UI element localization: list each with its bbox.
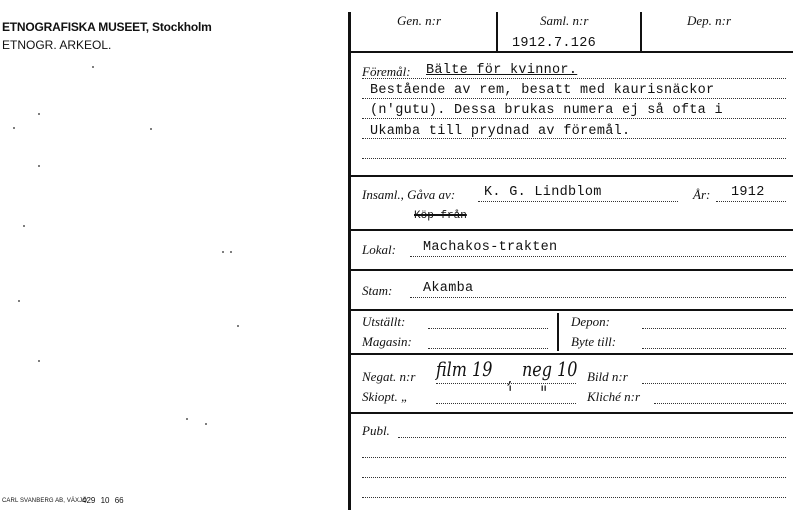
dotted-line: [362, 118, 786, 119]
speck: [186, 418, 188, 420]
foremal-label: Föremål:: [362, 64, 411, 79]
speck: [237, 325, 239, 327]
gen-label: Gen. n:r: [397, 13, 442, 28]
handwritten-ditto-1: ': [508, 381, 513, 405]
rule-lokal: [349, 269, 793, 271]
stam-label: Stam:: [362, 283, 393, 298]
magasin-label: Magasin:: [362, 334, 412, 349]
header-divider-2: [640, 12, 642, 52]
publ-label: Publ.: [362, 423, 390, 438]
dotted-line: [362, 138, 786, 139]
lokal-value: Machakos-trakten: [423, 240, 558, 255]
foremal-line: Ukamba till prydnad av föremål.: [370, 124, 631, 139]
struck-kop-fran: Köp från: [414, 210, 467, 222]
dotted-line: [716, 201, 786, 202]
museum-subtitle: ETNOGR. ARKEOL.: [2, 38, 112, 52]
dotted-line: [642, 348, 786, 349]
speck: [150, 128, 152, 130]
speck: [23, 225, 25, 227]
dotted-line: [642, 383, 786, 384]
speck: [205, 423, 207, 425]
dep-label: Dep. n:r: [687, 13, 732, 28]
speck: [13, 127, 15, 129]
negat-label: Negat. n:r: [362, 369, 416, 384]
handwritten-ditto-2: ": [540, 381, 548, 405]
saml-number: 1912.7.126: [512, 36, 597, 51]
rule-stam: [349, 309, 793, 311]
rule-negat: [349, 412, 793, 414]
byte-label: Byte till:: [571, 334, 617, 349]
rule-header: [349, 51, 793, 53]
depon-label: Depon:: [571, 314, 610, 329]
handwritten-neg: neg 10: [522, 357, 578, 381]
dotted-line: [428, 328, 548, 329]
foremal-line: Bestående av rem, besatt med kaurisnäckor: [370, 83, 715, 98]
handwritten-comma: ,: [507, 364, 513, 388]
speck: [38, 113, 40, 115]
dotted-line: [428, 348, 548, 349]
dotted-line: [362, 477, 786, 478]
rule-utstallt: [349, 353, 793, 355]
speck: [38, 360, 40, 362]
dotted-line: [642, 328, 786, 329]
skiopt-label: Skiopt. „: [362, 389, 409, 404]
dotted-line: [410, 297, 786, 298]
dotted-line: [362, 158, 786, 159]
rule-insaml: [349, 229, 793, 231]
foremal-title: Bälte för kvinnor.: [426, 63, 578, 78]
speck: [18, 300, 20, 302]
museum-title: ETNOGRAFISKA MUSEET, Stockholm: [2, 20, 212, 34]
stam-value: Akamba: [423, 281, 474, 296]
print-code: 429 10 66: [82, 496, 124, 505]
lokal-label: Lokal:: [362, 242, 396, 257]
header-divider-1: [496, 12, 498, 52]
dotted-line: [410, 256, 786, 257]
printer-imprint: CARL SVANBERG AB, VÄXJÖ: [2, 498, 87, 504]
dotted-line: [436, 383, 576, 384]
insaml-label: Insaml., Gåva av:: [362, 187, 456, 202]
utstallt-divider: [557, 313, 559, 351]
card-left-rule: [348, 12, 351, 510]
bild-label: Bild n:r: [587, 369, 628, 384]
dotted-line: [654, 403, 786, 404]
kliche-label: Kliché n:r: [587, 389, 641, 404]
speck: [222, 251, 224, 253]
dotted-line: [362, 78, 786, 79]
saml-label: Saml. n:r: [540, 13, 589, 28]
dotted-line: [436, 403, 576, 404]
speck: [38, 165, 40, 167]
rule-foremal: [349, 175, 793, 177]
insaml-value: K. G. Lindblom: [484, 185, 602, 200]
speck: [230, 251, 232, 253]
dotted-line: [478, 201, 678, 202]
dotted-line: [362, 98, 786, 99]
foremal-line: (n'gutu). Dessa brukas numera ej så ofta i: [370, 103, 723, 118]
ar-label: År:: [693, 187, 711, 202]
dotted-line: [362, 457, 786, 458]
handwritten-film: film 19: [436, 357, 493, 381]
utstallt-label: Utställt:: [362, 314, 406, 329]
ar-value: 1912: [731, 185, 765, 200]
dotted-line: [398, 437, 786, 438]
dotted-line: [362, 497, 786, 498]
speck: [92, 66, 94, 68]
